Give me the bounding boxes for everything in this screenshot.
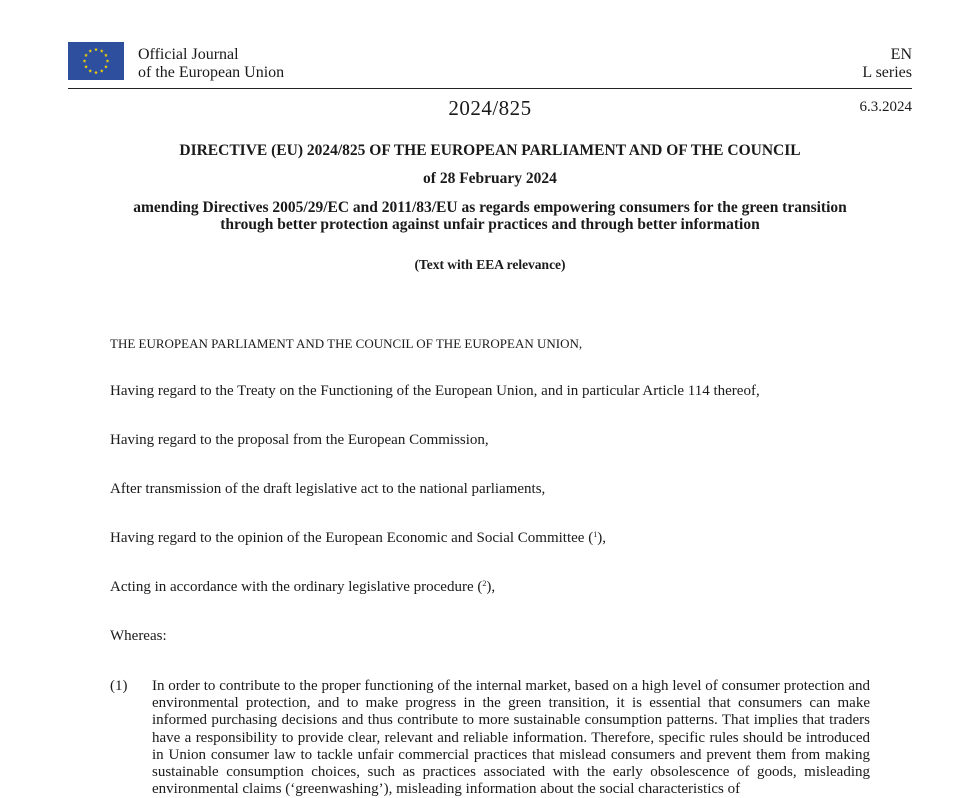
directive-date: of 28 February 2024	[423, 170, 557, 187]
journal-title	[138, 46, 284, 82]
citation-committee-opinion	[110, 530, 870, 547]
footnote-ref-1[interactable]: 1	[593, 530, 598, 539]
citation-treaty: Having regard to the Treaty on the Functioning of the European Union, and in particular Article 114 thereof,	[110, 383, 760, 399]
series-label: L series	[862, 64, 912, 81]
journal-header	[68, 42, 912, 89]
preamble-intro: THE EUROPEAN PARLIAMENT AND THE COUNCIL OF THE EUROPEAN UNION,	[110, 336, 583, 351]
citation-committee-text: Having regard to the opinion of the European Economic and Social Committee (	[110, 530, 594, 546]
directive-title: DIRECTIVE (EU) 2024/825 OF THE EUROPEAN PARLIAMENT AND OF THE COUNCIL	[179, 142, 801, 159]
citation-transmission: After transmission of the draft legislative act to the national parliaments,	[110, 481, 546, 497]
language-series	[862, 46, 912, 82]
language-code: EN	[890, 46, 912, 63]
document-number: 2024/825	[448, 96, 532, 120]
citation-proposal: Having regard to the proposal from the European Commission,	[110, 432, 489, 448]
eea-relevance: (Text with EEA relevance)	[414, 257, 566, 272]
recital-text: In order to contribute to the proper functioning of the internal market, based on a high level of consumer protection and environmental protection, and to make progress in the green transition, it is essential that consumers can make informed purchasing decisions and thus contribute to more sustainable consumption patterns. That implies that traders have a responsibility to provide clear, relevant and reliable information. Therefore, specific rules should be introduced in Union consumer law to tackle unfair commercial practices that mislead consumers and prevent them from making sustainable consumption choices, such as practices associated with the early obsolescence of goods, misleading environmental claims (‘greenwashing’), misleading information about the social characteristics of	[152, 678, 870, 798]
citation-procedure-text: Acting in accordance with the ordinary legislative procedure (	[110, 579, 483, 595]
eu-flag-icon	[68, 42, 124, 80]
journal-title-line2: of the European Union	[138, 64, 285, 81]
journal-title-line1: Official Journal	[138, 46, 239, 63]
directive-subject: amending Directives 2005/29/EC and 2011/83/EU as regards empowering consumers for the green transition through better protection against unfair practices and through better information	[133, 199, 847, 233]
citation-procedure	[110, 579, 870, 596]
recital-number: (1)	[110, 678, 128, 694]
citation-procedure-end: ),	[486, 579, 496, 595]
publication-date: 6.3.2024	[859, 99, 912, 115]
citation-committee-end: ),	[597, 530, 606, 546]
footnote-ref-2[interactable]: 2	[482, 579, 487, 588]
whereas-label: Whereas:	[110, 628, 167, 644]
